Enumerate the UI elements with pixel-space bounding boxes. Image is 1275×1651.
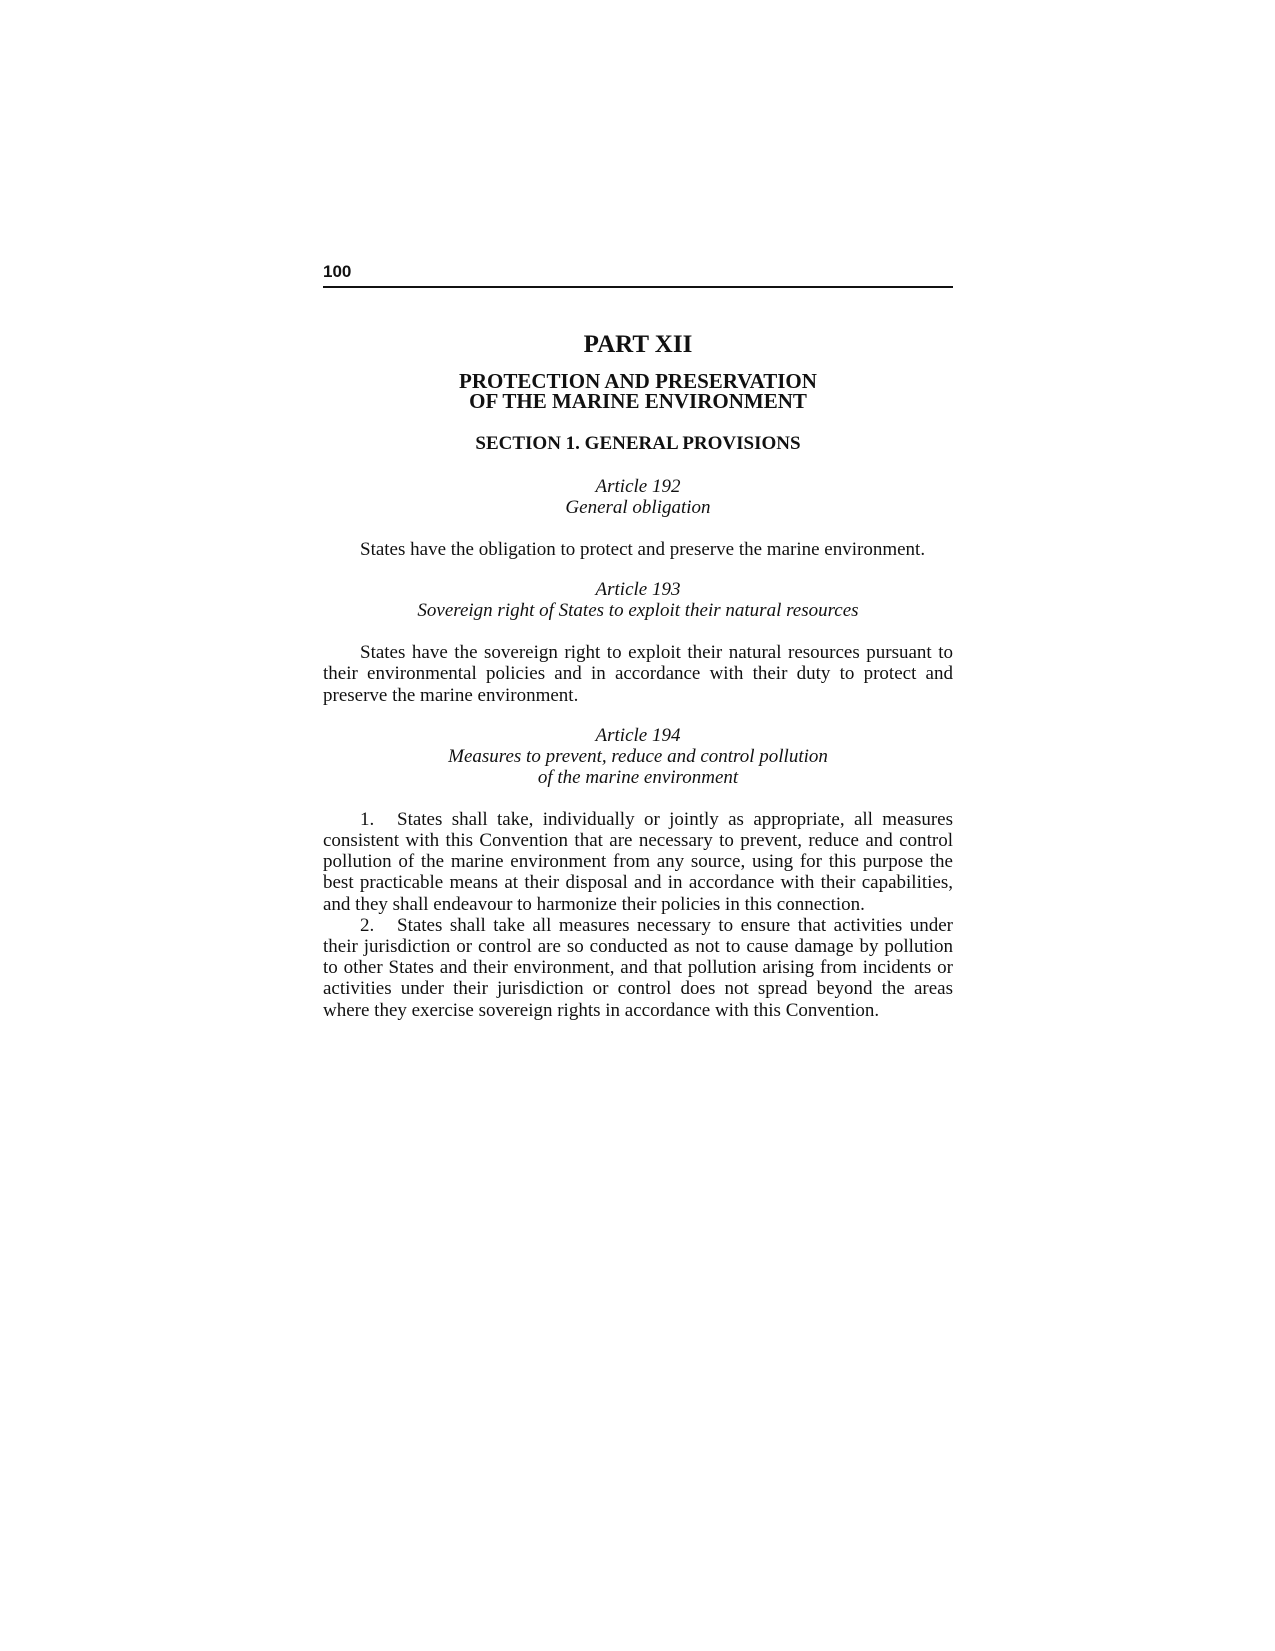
article-192-heading <box>323 476 953 518</box>
part-subtitle-line-2: OF THE MARINE ENVIRONMENT <box>469 389 807 413</box>
paragraph-number: 2. <box>360 914 375 936</box>
article-number: Article 192 <box>595 476 681 497</box>
article-title: General obligation <box>565 497 711 518</box>
article-194-heading <box>323 725 953 788</box>
section-title: SECTION 1. GENERAL PROVISIONS <box>475 433 801 454</box>
document-page <box>323 262 953 1021</box>
paragraph-text: States shall take all measures necessary to ensure that activities under their jurisdiction or control are so conducted as not to cause damage by pollution to other States and their environment, and that pollution arising from incidents or activities under their jurisdiction or control does not spread beyond the areas where they exercise sovereign rights in accordance with this Convention. <box>323 914 953 1021</box>
article-194-paragraph-2 <box>323 915 953 1021</box>
article-193-heading <box>323 579 953 621</box>
article-title: Sovereign right of States to exploit their natural resources <box>417 600 859 622</box>
part-title: PART XII <box>583 331 693 358</box>
article-title-line-2: of the marine environment <box>537 766 739 788</box>
article-number: Article 194 <box>595 724 681 746</box>
part-subtitle-line-1: PROTECTION AND PRESERVATION <box>459 369 817 393</box>
article-193-paragraph: States have the sovereign right to exploit their natural resources pursuant to their environmental policies and in accordance with their duty to protect and preserve the marine environment. <box>323 642 953 706</box>
page-header <box>323 262 953 288</box>
article-number: Article 193 <box>595 579 681 601</box>
article-194-paragraph-1 <box>323 809 953 915</box>
article-title-line-1: Measures to prevent, reduce and control pollution <box>448 745 828 767</box>
part-subtitle <box>323 371 953 411</box>
paragraph-number: 1. <box>360 808 375 830</box>
page-number: 100 <box>323 262 352 281</box>
paragraph-text: States shall take, individually or jointly as appropriate, all measures consistent with this Convention that are necessary to prevent, reduce and control pollution of the marine environment from any source, using for this purpose the best practicable means at their disposal and in accordance with their capabilities, and they shall endeavour to harmonize their policies in this connection. <box>323 808 953 915</box>
article-192-paragraph: States have the obligation to protect and preserve the marine environment. <box>360 539 926 560</box>
